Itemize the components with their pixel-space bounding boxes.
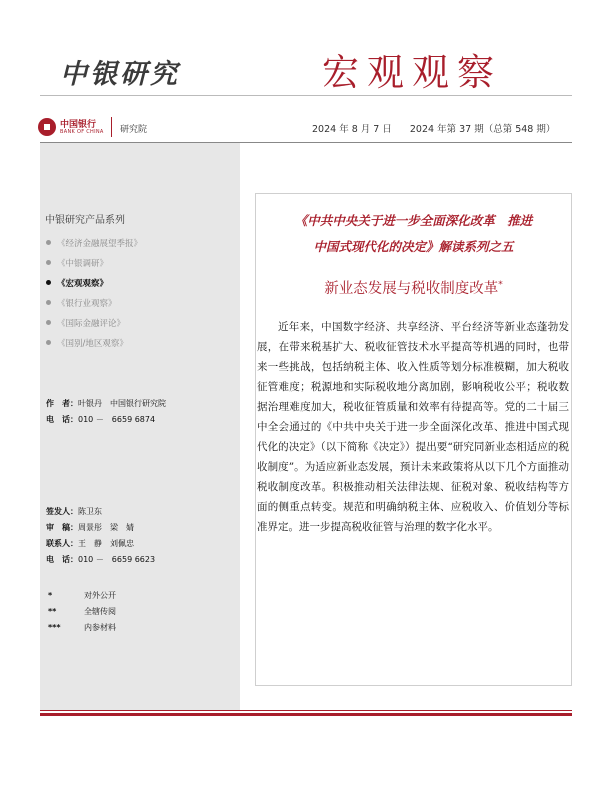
bullet-icon	[46, 260, 51, 265]
contact-key: 联系人：	[46, 539, 78, 548]
product-item[interactable]	[46, 317, 125, 329]
level-internal	[48, 606, 116, 617]
bullet-icon	[46, 320, 51, 325]
product-item[interactable]	[46, 257, 108, 269]
product-label: 《国际金融评论》	[57, 319, 126, 329]
reviewer-line	[46, 522, 134, 533]
product-label: 《银行业观察》	[57, 299, 117, 309]
footer-rule-thin	[40, 710, 572, 711]
reviewer-key: 审 稿：	[46, 523, 78, 532]
report-date: 2024 年 8 月 7 日	[312, 124, 392, 135]
contact-line	[46, 538, 134, 549]
product-label: 《国别/地区观察》	[57, 339, 128, 349]
signer-key: 签发人：	[46, 507, 78, 516]
level-stars: ***	[48, 623, 61, 632]
logo-divider	[111, 117, 112, 137]
bullet-icon	[46, 240, 51, 245]
contact-phone-line	[46, 554, 155, 565]
product-item[interactable]	[46, 337, 128, 349]
phone-key: 电 话：	[46, 415, 78, 424]
article-title	[255, 277, 572, 298]
reviewer-value: 周景彤 梁 婧	[78, 523, 134, 532]
level-public	[48, 590, 116, 601]
bank-of-china-logo-icon	[38, 118, 56, 136]
bullet-icon	[46, 340, 51, 345]
level-stars: *	[48, 591, 53, 600]
series-title	[255, 208, 572, 260]
bank-name-cn: 中国银行	[60, 120, 97, 130]
phone-key: 电 话：	[46, 555, 78, 564]
signer-value: 陈卫东	[78, 507, 102, 516]
issue-number: 2024 年第 37 期（总第 548 期）	[409, 124, 556, 135]
report-title: 宏观观察	[322, 51, 502, 94]
phone-value: 010 － 6659 6623	[78, 555, 156, 564]
author-value: 叶银丹 中国银行研究院	[78, 399, 166, 408]
series-title-line: 中国式现代化的决定》解读系列之五	[313, 239, 514, 254]
bullet-icon	[46, 300, 51, 305]
series-title-line: 《中共中央关于进一步全面深化改革 推进	[294, 213, 533, 228]
product-label: 《宏观观察》	[57, 279, 109, 289]
bullet-icon	[46, 280, 51, 285]
footnote-mark: *	[498, 280, 503, 291]
level-stars: **	[48, 607, 57, 616]
products-heading: 中银研究产品系列	[45, 215, 125, 226]
top-divider	[40, 95, 572, 96]
footer-rule-thick	[40, 713, 572, 716]
author-key: 作 者：	[46, 399, 78, 408]
bank-name-en: BANK OF CHINA	[60, 129, 104, 135]
author-line	[46, 398, 166, 409]
abstract-paragraph: 近年来，中国数字经济、共享经济、平台经济等新业态蓬勃发展，在带来税基扩大、税收征管技术水平提高等机遇的同时，也带来一些挑战，包括纳税主体、收入性质等划分标准模糊，加大税收征管难度；税源地和实际税收地分离加剧，影响税收公平；税收数据治理难度加大，税收征管质量和效率有待提高等。党的二十届三中全会通过的《中共中央关于进一步全面深化改革、推进中国式现代化的决定》（以下简称《决定》）提出要“研究同新业态相适应的税收制度”。为适应新业态发展，预计未来政策将从以下几个方面推动税收制度改革。积极推动相关法律法规、征税对象、税收结构等方面的侧重点转变。规范和明确纳税主体、应税收入、价值划分等标准界定。进一步提高税收征管与治理的数字化水平。	[257, 321, 569, 533]
phone-value: 010 － 6659 6874	[78, 415, 156, 424]
product-label: 《中银调研》	[57, 259, 109, 269]
contact-value: 王 静 刘佩忠	[78, 539, 134, 548]
level-label: 全辖传阅	[84, 607, 116, 616]
product-item[interactable]	[46, 297, 117, 309]
product-item[interactable]	[46, 277, 108, 289]
signer-line	[46, 506, 102, 517]
article-title-text: 新业态发展与税收制度改革	[324, 281, 499, 297]
author-phone-line	[46, 414, 155, 425]
level-label: 内参材料	[84, 623, 116, 632]
brand-calligraphy-logo: 中银研究	[60, 59, 180, 90]
product-item[interactable]	[46, 237, 142, 249]
institute-name: 研究院	[120, 125, 148, 135]
date-issue-line	[312, 121, 555, 135]
level-label: 对外公开	[84, 591, 116, 600]
product-label: 《经济金融展望季报》	[57, 239, 143, 249]
level-confidential	[48, 622, 116, 633]
